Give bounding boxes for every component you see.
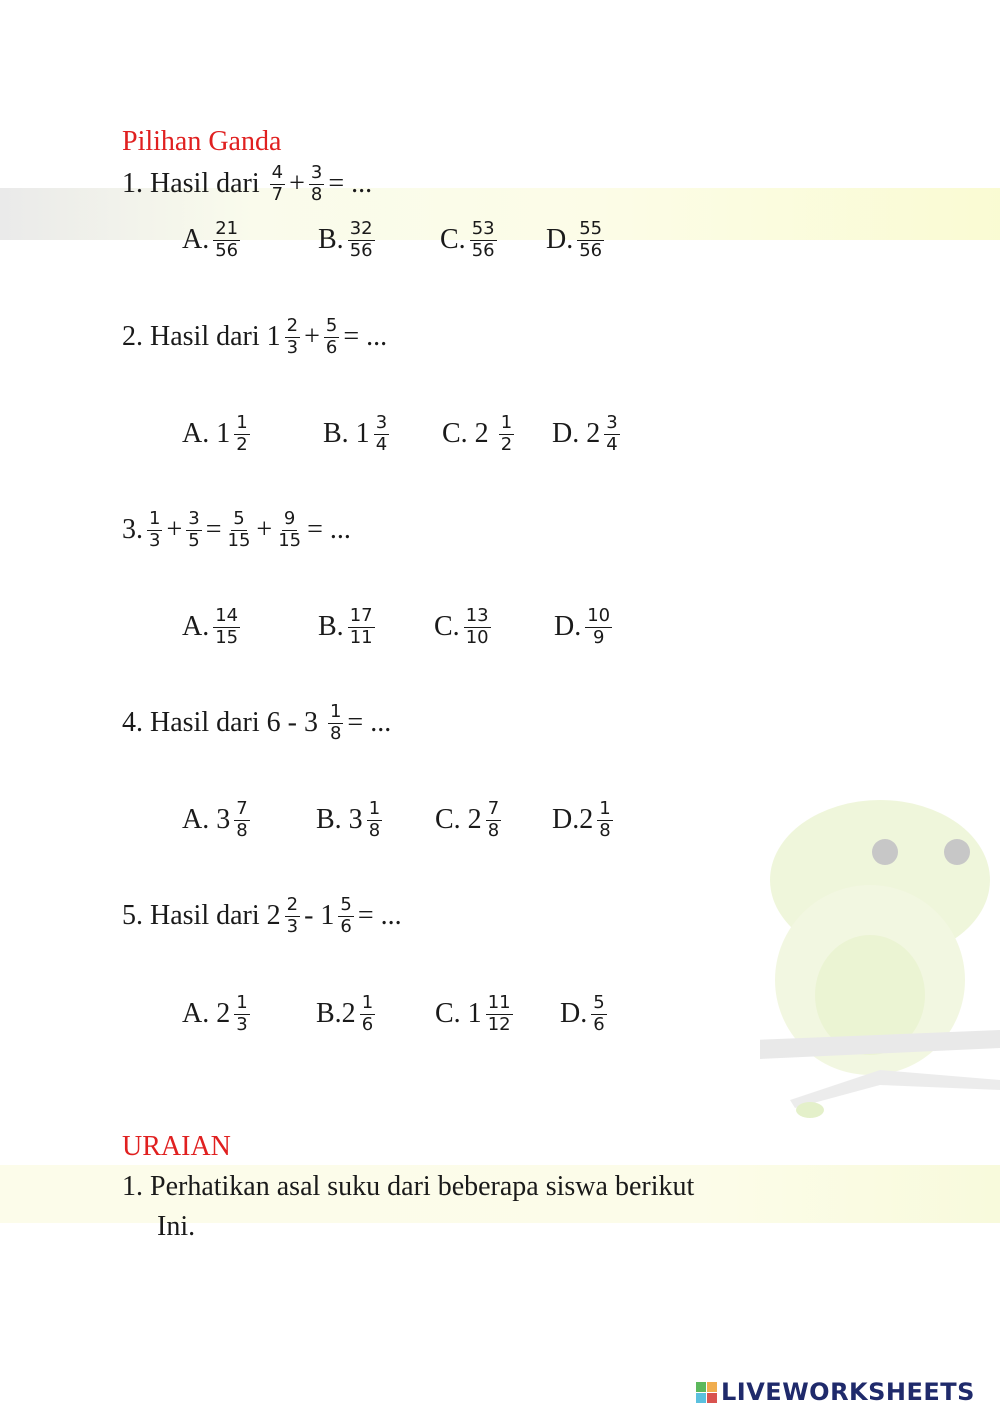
- q5-option-a[interactable]: A. 2 $\frac{1}{3}$: [182, 992, 248, 1035]
- fraction: $\frac{3}{8}$: [310, 162, 323, 205]
- fraction: $\frac{3}{5}$: [188, 508, 200, 551]
- question-3: [122, 509, 351, 551]
- section-heading-pilihan-ganda: Pilihan Ganda: [122, 126, 282, 157]
- question-3-label: 3.: [122, 514, 143, 546]
- q4-option-c[interactable]: C. 2 $\frac{7}{8}$: [435, 798, 500, 841]
- liveworksheets-logo-icon: [696, 1382, 717, 1403]
- question-5: [122, 895, 402, 937]
- q4-option-d[interactable]: D.2 $\frac{1}{8}$: [552, 798, 611, 841]
- equals-blank: = ...: [328, 168, 373, 200]
- fraction: $\frac{9}{15}$: [278, 508, 302, 551]
- fraction: $\frac{5}{15}$: [227, 508, 251, 551]
- owl-illustration: [760, 790, 1000, 1120]
- logo-text: LIVEWORKSHEETS: [721, 1378, 975, 1406]
- question-2: [122, 316, 387, 358]
- q2-option-c[interactable]: C. 2 $\frac{1}{2}$: [442, 412, 513, 455]
- q3-option-b[interactable]: B. $\frac{17}{11}$: [318, 605, 373, 648]
- equals-sign: =: [205, 514, 222, 546]
- q3-option-a[interactable]: A. $\frac{14}{15}$: [182, 605, 239, 648]
- plus-sign: +: [166, 514, 183, 546]
- q5-option-d[interactable]: D. $\frac{5}{6}$: [560, 992, 605, 1035]
- liveworksheets-logo: [696, 1378, 975, 1406]
- q4-option-b[interactable]: B. 3 $\frac{1}{8}$: [316, 798, 381, 841]
- question-2-label: 2. Hasil dari 1: [122, 321, 281, 353]
- fraction: $\frac{1}{3}$: [149, 508, 161, 551]
- essay-question-1: 1. Perhatikan asal suku dari beberapa siswa berikut: [122, 1171, 695, 1202]
- question-4: [122, 702, 391, 744]
- q1-option-a[interactable]: A. $\frac{21}{56}$: [182, 218, 239, 261]
- q2-option-b[interactable]: B. 1 $\frac{3}{4}$: [323, 412, 388, 455]
- essay-question-1-continuation: Ini.: [157, 1211, 196, 1242]
- fraction: $\frac{5}{6}$: [325, 315, 338, 358]
- question-1-label: 1. Hasil dari: [122, 168, 260, 200]
- q2-option-a[interactable]: A. 1 $\frac{1}{2}$: [182, 412, 248, 455]
- plus-sign: +: [289, 168, 305, 200]
- equals-blank: = ...: [307, 514, 351, 546]
- fraction: $\frac{2}{3}$: [286, 894, 299, 937]
- q5-option-c[interactable]: C. 1 $\frac{11}{12}$: [435, 992, 511, 1035]
- q1-option-b[interactable]: B. $\frac{32}{56}$: [318, 218, 373, 261]
- q1-option-c[interactable]: C. $\frac{53}{56}$: [440, 218, 495, 261]
- fraction: $\frac{2}{3}$: [286, 315, 299, 358]
- equals-blank: = ...: [357, 900, 402, 932]
- q3-option-c[interactable]: C. $\frac{13}{10}$: [434, 605, 489, 648]
- plus-sign: +: [256, 514, 273, 546]
- q3-option-d[interactable]: D. $\frac{10}{9}$: [554, 605, 611, 648]
- q5-option-b[interactable]: B.2 $\frac{1}{6}$: [316, 992, 374, 1035]
- plus-sign: +: [304, 321, 320, 353]
- fraction: $\frac{4}{7}$: [271, 162, 284, 205]
- question-4-label: 4. Hasil dari 6 - 3: [122, 707, 318, 739]
- question-1: [122, 163, 372, 205]
- section-heading-uraian: URAIAN: [122, 1131, 231, 1162]
- equals-blank: = ...: [347, 707, 392, 739]
- q1-option-d[interactable]: D. $\frac{55}{56}$: [546, 218, 603, 261]
- q4-option-a[interactable]: A. 3 $\frac{7}{8}$: [182, 798, 248, 841]
- question-5-label: 5. Hasil dari 2: [122, 900, 281, 932]
- minus-sign: - 1: [304, 900, 335, 932]
- equals-blank: = ...: [343, 321, 388, 353]
- fraction: $\frac{1}{8}$: [329, 701, 342, 744]
- q2-option-d[interactable]: D. 2 $\frac{3}{4}$: [552, 412, 618, 455]
- fraction: $\frac{5}{6}$: [340, 894, 352, 937]
